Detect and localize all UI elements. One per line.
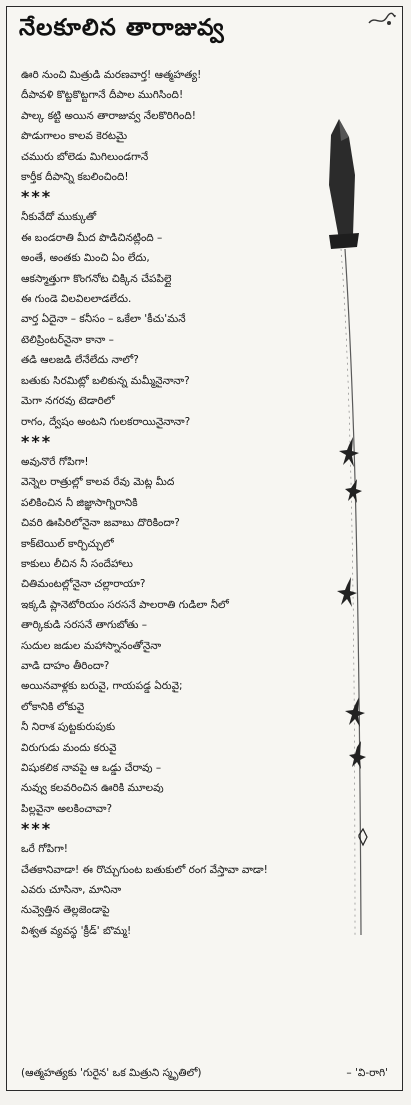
poem-line: చేతకానివాడా! ఈ రొచ్చుగుంట బతుకులో రంగ వేస్తావా వాడా! <box>21 863 268 876</box>
poem-page <box>6 6 403 1091</box>
poem-line: విషుకలిక నావపై ఆ ఒడ్డు చేరావు – <box>21 762 162 774</box>
poem-line: కాక్‌టెయిల్ కార్చిచ్చులో <box>21 537 114 550</box>
stanza-3 <box>21 432 341 819</box>
poem-line: లోకానికి లోకువై <box>21 700 85 713</box>
poem-line: ఎవరు చూసినా, మానినా <box>21 884 122 897</box>
poem-line: వార్త ఏదైనా – కనీసం – ఒకేలా 'కీచు'మనే <box>21 313 186 326</box>
poem-line: తార్కికుడి సరసనే తాగుబోతు – <box>21 619 148 632</box>
poem-body <box>21 65 341 941</box>
poem-line: సుదుల జడుల మహాస్నానంతోనైనా <box>21 639 162 652</box>
poem-line: విశ్వత వ్యవస్థ 'క్రీడ్' బొమ్మ! <box>21 924 132 937</box>
poem-line: విరుగుడు మందు కరువై <box>21 741 117 754</box>
poem-line: వెన్నెల రాత్రుల్లో కాలవ రేవు మెట్ల మీద <box>21 476 175 489</box>
stanza-1 <box>21 65 341 187</box>
poem-line: ఆకస్మాత్తుగా కొంగనోట చిక్కిన చేపపిల్లై <box>21 272 172 285</box>
stanza-2 <box>21 187 341 431</box>
poem-line: కాకులు లీచిన నీ సందేహాలు <box>21 557 133 570</box>
poem-line: బతుకు సిరమిట్లో బలికున్న మమ్మీనైనానా? <box>21 374 190 387</box>
poem-line: పిల్లవైనా అలకించావా? <box>21 802 113 815</box>
stanza-4 <box>21 819 341 941</box>
poem-line: తడి ఆలజడి లేనేలేదు నాలో? <box>21 354 139 367</box>
poem-line: చితిమంటల్లోనైనా చల్లారాయా? <box>21 578 146 591</box>
poem-line: కార్తీక దీపాన్ని కబలించింది! <box>21 171 129 184</box>
poem-line: ఈ బండరాతి మీద పొడిచినట్లింది – <box>21 231 163 244</box>
poem-line: నీకువేదో ముక్కుతో <box>21 211 97 224</box>
stanza-separator: *** <box>21 431 53 451</box>
poem-line: టెలిప్రింటర్‌నైనా కానా – <box>21 333 114 346</box>
poem-line: అవునొరే గోపిగా! <box>21 455 89 468</box>
poem-line: దీపావళి కొట్టకొట్టగానే దీపాల ముగిసింది! <box>21 89 184 102</box>
poem-line: పొడుగాలం కాలవ కెరటమై <box>21 130 128 143</box>
poem-line: పలికించిన నీ జిజ్ఞాసాగ్నిరానికి <box>21 496 138 509</box>
author-signature: – 'వి-రాగి' <box>346 1067 388 1079</box>
dedication-note: (ఆత్మహత్యకు 'గురైన' ఒక మిత్రుని స్మృతిలో) <box>21 1067 202 1079</box>
poem-line: ఈ గుండె విలవిలలాడలేదు. <box>21 293 132 306</box>
corner-ornament-icon <box>367 11 397 29</box>
poem-title: నేలకూలిన తారాజువ్వ <box>19 15 225 41</box>
poem-line: పాల్క కట్టి అయిన తారాజువ్వ నేలకొరిగింది! <box>21 109 196 122</box>
poem-line: అయినవాళ్లకు బరువై, గాయపడ్డ ఏరువై; <box>21 680 183 693</box>
poem-line: ఒరే గోపిగా! <box>21 843 68 856</box>
stanza-separator: *** <box>21 187 53 207</box>
poem-line: నీ నిరాశ పుట్టకురుపుకు <box>21 721 116 734</box>
poem-line: నువ్వెత్తిన తెల్లజెండాపై <box>21 904 110 917</box>
poem-line: ఊరి నుంచి మిత్రుడి మరణవార్త! ఆత్మహత్య! <box>21 69 202 81</box>
poem-line: మెగా నగరవు టెడారిలో <box>21 395 115 408</box>
poem-line: నువ్వు కలవరించిన ఊరికి మూలవు <box>21 782 164 795</box>
stanza-separator: *** <box>21 819 53 839</box>
poem-line: చివరి ఊపిరిలోనైనా జవాబు దొరికిందా? <box>21 517 180 530</box>
poem-line: ఇక్కడి ప్లానెటోరియం సరసనే పాలరాతి గుడిలా నీలో <box>21 598 229 611</box>
spark-icon <box>337 437 367 845</box>
poem-line: చమురు బోలెడు మిగిలుండగానే <box>21 150 149 163</box>
poem-line: వాడి దాహం తీరిందా? <box>21 659 110 672</box>
poem-line: రాగం, ద్వేషం అంటని గులకరాయినైనానా? <box>21 415 191 428</box>
poem-line: అంతే, అంతకు మించి ఏం లేదు, <box>21 252 150 265</box>
